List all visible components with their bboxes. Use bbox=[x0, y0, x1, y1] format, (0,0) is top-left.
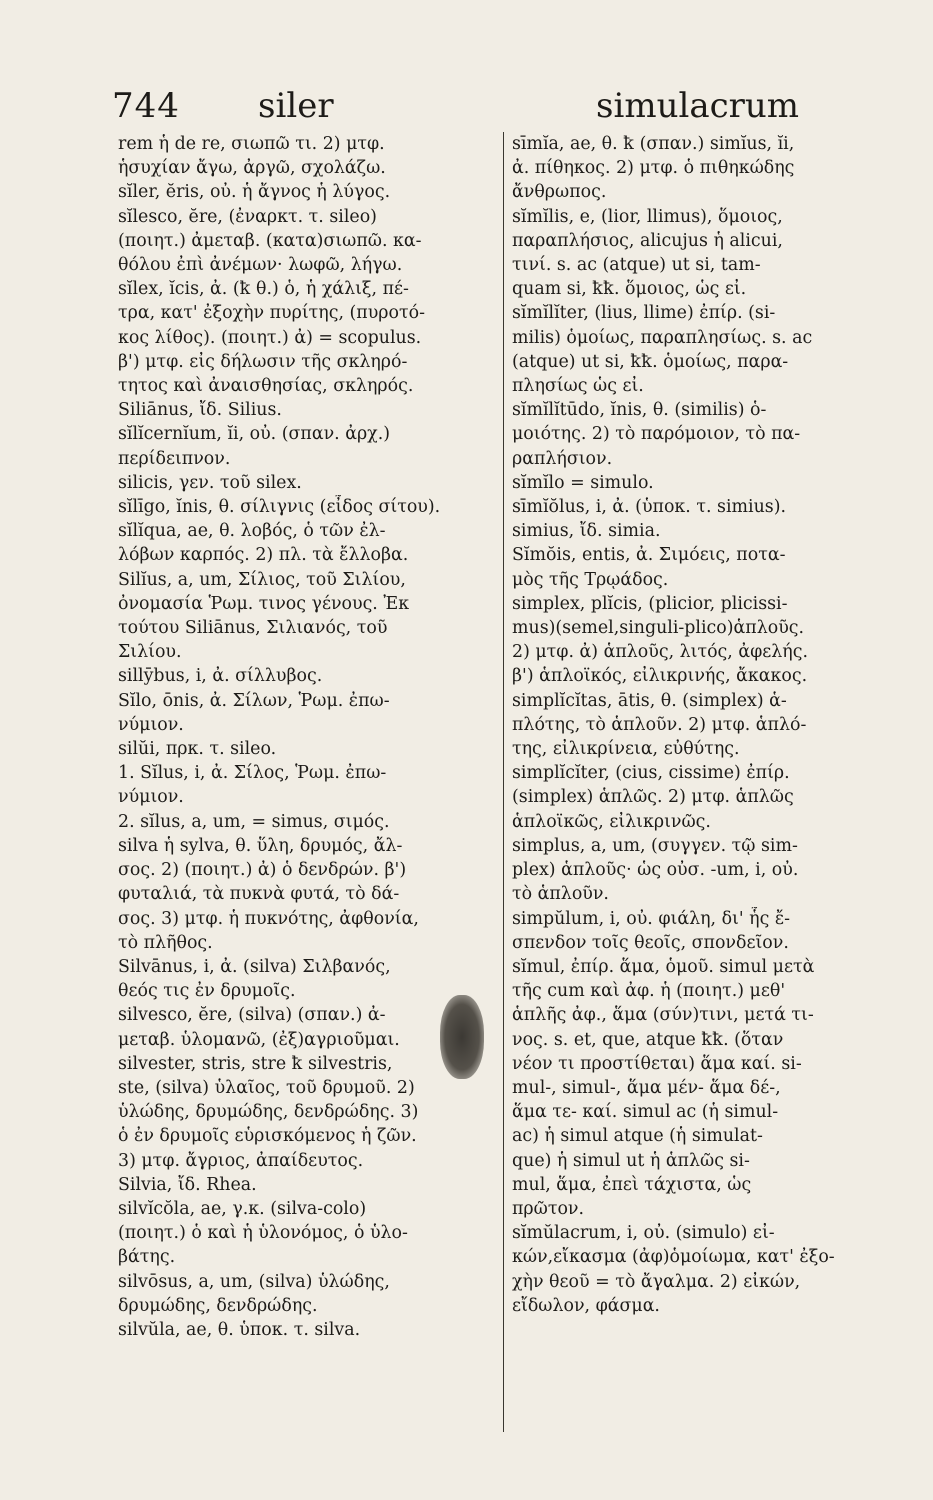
entry-line: silicis, γεν. τοῦ silex. bbox=[118, 472, 302, 493]
entry-line: mus)(semel,singuli-plico)ἁπλοῦς. bbox=[512, 618, 805, 639]
entry-line: κών,εἴκασμα (ἀφ)ὁμοίωμα, κατ' ἐξο- bbox=[512, 1247, 835, 1268]
left-column bbox=[118, 132, 500, 1342]
entry-line: sĭlĭcernĭum, ĭi, οὐ. (σπαν. ἀρχ.) bbox=[118, 424, 391, 445]
right-guide-word: simulacrum bbox=[596, 86, 800, 126]
entry-line: sĭmul, ἐπίρ. ἅμα, ὁμοῦ. simul μετὰ bbox=[512, 956, 815, 977]
entry-line: Silvia, ἴδ. Rhea. bbox=[118, 1174, 257, 1195]
entry-line: ἄνθρωπος. bbox=[512, 182, 607, 203]
entry-line: (ποιητ.) ὁ καὶ ἡ ὑλονόμος, ὁ ὑλο- bbox=[118, 1223, 408, 1244]
entry-line: silŭi, πρκ. τ. sileo. bbox=[118, 739, 277, 760]
ink-smudge bbox=[440, 995, 484, 1079]
entry-line: 3) μτφ. ἄγριος, ἀπαίδευτος. bbox=[118, 1150, 364, 1171]
entry-line: σος. 2) (ποιητ.) ἀ) ὁ δενδρών. β') bbox=[118, 860, 407, 881]
entry-line: ac) ἡ simul atque (ἡ simulat- bbox=[512, 1126, 763, 1147]
entry-line: ἀ. πίθηκος. 2) μτφ. ὁ πιθηκώδης bbox=[512, 158, 795, 179]
entry-line: sĭlĭqua, ae, θ. λοβός, ὁ τῶν ἐλ- bbox=[118, 521, 386, 542]
entry-line: sĭmĭlĭter, (lius, llime) ἐπίρ. (si- bbox=[512, 303, 776, 324]
entry-line: τὸ ἁπλοῦν. bbox=[512, 884, 609, 905]
page-header bbox=[0, 80, 933, 140]
entry-line: τούτου Siliānus, Σιλιανός, τοῦ bbox=[118, 618, 388, 639]
entry-line: σπενδον τοῖς θεοῖς, σπονδεῖον. bbox=[512, 932, 789, 953]
entry-line: πλότης, τὸ ἁπλοῦν. 2) μτφ. ἁπλό- bbox=[512, 714, 807, 735]
entry-line: sĭmĭlis, e, (lior, llimus), ὅμοιος, bbox=[512, 206, 783, 227]
entry-line: δρυμώδης, δενδρώδης. bbox=[118, 1295, 318, 1316]
entry-line: silva ἡ sylva, θ. ὕλη, δρυμός, ἄλ- bbox=[118, 835, 403, 856]
entry-line: sīmĭa, ae, θ. ꝁ (σπαν.) simĭus, ĭi, bbox=[512, 134, 795, 154]
entry-line: Sĭmŏis, entis, ἀ. Σιμόεις, ποτα- bbox=[512, 545, 786, 566]
entry-line: της, εἰλικρίνεια, εὐθύτης. bbox=[512, 739, 740, 760]
entry-line: silvŭla, ae, θ. ὑποκ. τ. silva. bbox=[118, 1319, 361, 1340]
entry-line: quam si, ꝁꝁ. ὅμοιος, ὡς εἰ. bbox=[512, 279, 747, 300]
entry-line: simplĭcĭter, (cius, cissime) ἐπίρ. bbox=[512, 763, 790, 784]
page-number: 744 bbox=[112, 86, 180, 126]
entry-line: τρα, κατ' ἐξοχὴν πυρίτης, (πυροτό- bbox=[118, 303, 425, 324]
entry-line: νύμιον. bbox=[118, 787, 184, 808]
entry-line: τὸ πλῆθος. bbox=[118, 932, 213, 953]
entry-line: rem ἡ de re, σιωπῶ τι. 2) μτφ. bbox=[118, 134, 385, 154]
entry-line: sĭlex, ĭcis, ἀ. (ꝁ θ.) ὁ, ἡ χάλιξ, πέ- bbox=[118, 279, 409, 300]
entry-line: Σιλίου. bbox=[118, 642, 182, 663]
entry-line: sĭmĭlĭtūdo, ĭnis, θ. (similis) ὁ- bbox=[512, 400, 767, 421]
entry-line: (atque) ut si, ꝁꝁ. ὁμοίως, παρα- bbox=[512, 351, 789, 372]
entry-line: ἁπλοϊκῶς, εἰλικρινῶς. bbox=[512, 811, 711, 832]
entry-line: silvōsus, a, um, (silva) ὑλώδης, bbox=[118, 1271, 390, 1292]
entry-line: ste, (silva) ὑλαῖος, τοῦ δρυμοῦ. 2) bbox=[118, 1077, 415, 1098]
entry-line: ὁ ἐν δρυμοῖς εὑρισκόμενος ἡ ζῶν. bbox=[118, 1126, 417, 1147]
entry-line: φυταλιά, τὰ πυκνὰ φυτά, τὸ δά- bbox=[118, 884, 400, 905]
entry-line: χὴν θεοῦ = τὸ ἄγαλμα. 2) εἰκών, bbox=[512, 1271, 801, 1292]
entry-line: ὀνομασία Ῥωμ. τινος γένους. Ἐκ bbox=[118, 593, 410, 614]
entry-line: λόβων καρπός. 2) πλ. τὰ ἔλλοβα. bbox=[118, 545, 409, 566]
entry-line: Silvānus, i, ἀ. (silva) Σιλβανός, bbox=[118, 956, 391, 977]
entry-line: 2. sĭlus, a, um, = simus, σιμός. bbox=[118, 811, 390, 832]
entry-line: νέον τι προστίθεται) ἅμα καί. si- bbox=[512, 1053, 802, 1074]
entry-line: sĭmĭlo = simulo. bbox=[512, 472, 654, 493]
entry-line: ραπλήσιον. bbox=[512, 448, 613, 469]
entry-line: θόλου ἐπὶ ἀνέμων· λωφῶ, λήγω. bbox=[118, 255, 403, 276]
entry-line: sīmĭŏlus, i, ἀ. (ὑποκ. τ. simius). bbox=[512, 497, 787, 518]
entry-line: plex) ἁπλοῦς· ὡς οὐσ. -um, i, οὐ. bbox=[512, 860, 799, 881]
entry-line: silvesco, ĕre, (silva) (σπαν.) ἀ- bbox=[118, 1005, 386, 1026]
entry-line: περίδειπνον. bbox=[118, 448, 231, 469]
entry-line: θεός τις ἐν δρυμοῖς. bbox=[118, 981, 296, 1002]
entry-line: (simplex) ἁπλῶς. 2) μτφ. ἁπλῶς bbox=[512, 787, 794, 808]
entry-line: μεταβ. ὑλομανῶ, (ἐξ)αγριοῦμαι. bbox=[118, 1029, 400, 1050]
entry-line: simplus, a, um, (συγγεν. τῷ sim- bbox=[512, 835, 798, 856]
right-column bbox=[512, 132, 904, 1318]
entry-line: β') μτφ. εἰς δήλωσιν τῆς σκληρό- bbox=[118, 351, 408, 372]
entry-line: νος. s. et, que, atque ꝁꝁ. (ὅταν bbox=[512, 1029, 784, 1050]
entry-line: mul, ἅμα, ἐπεὶ τάχιστα, ὡς bbox=[512, 1174, 752, 1195]
entry-line: σος. 3) μτφ. ἡ πυκνότης, ἀφθονία, bbox=[118, 908, 419, 929]
entry-line: πλησίως ὡς εἰ. bbox=[512, 376, 644, 397]
entry-line: ὑλώδης, δρυμώδης, δενδρώδης. 3) bbox=[118, 1102, 419, 1123]
entry-line: παραπλήσιος, alicujus ἡ alicui, bbox=[512, 230, 783, 251]
entry-line: εἴδωλον, φάσμα. bbox=[512, 1295, 660, 1316]
entry-line: sillȳbus, i, ἀ. σίλλυβος. bbox=[118, 666, 323, 687]
entry-line: ἅμα τε- καί. simul ac (ἡ simul- bbox=[512, 1102, 779, 1123]
entry-line: ἡσυχίαν ἄγω, ἀργῶ, σχολάζω. bbox=[118, 158, 386, 179]
entry-line: silvester, stris, stre ꝁ silvestris, bbox=[118, 1053, 393, 1074]
entry-line: sĭlesco, ĕre, (ἐναρκτ. τ. sileo) bbox=[118, 206, 377, 227]
entry-line: sĭmŭlacrum, i, οὐ. (simulo) εἰ- bbox=[512, 1223, 775, 1244]
entry-line: sĭler, ĕris, οὐ. ἡ ἄγνος ἡ λύγος. bbox=[118, 182, 391, 203]
entry-line: 1. Sĭlus, i, ἀ. Σίλος, Ῥωμ. ἐπω- bbox=[118, 763, 387, 784]
entry-line: Sĭlo, ōnis, ἀ. Σίλων, Ῥωμ. ἐπω- bbox=[118, 690, 390, 711]
entry-line: que) ἡ simul ut ἡ ἁπλῶς si- bbox=[512, 1150, 750, 1171]
entry-line: τητος καὶ ἀναισθησίας, σκληρός. bbox=[118, 376, 414, 397]
entry-line: mul-, simul-, ἅμα μέν- ἅμα δέ-, bbox=[512, 1077, 781, 1098]
entry-line: 2) μτφ. ἀ) ἁπλοῦς, λιτός, ἀφελής. bbox=[512, 642, 808, 663]
left-guide-word: siler bbox=[258, 86, 334, 126]
entry-line: silvĭcŏla, ae, γ.κ. (silva-colo) bbox=[118, 1198, 367, 1219]
entry-line: ἁπλῆς ἀφ., ἅμα (σύν)τινι, μετά τι- bbox=[512, 1005, 814, 1026]
entry-line: Siliānus, ἴδ. Silius. bbox=[118, 400, 282, 421]
entry-line: τῆς cum καὶ ἀφ. ἡ (ποιητ.) μεθ' bbox=[512, 981, 786, 1002]
entry-line: Silĭus, a, um, Σίλιος, τοῦ Σιλίου, bbox=[118, 569, 406, 590]
entry-line: μοιότης. 2) τὸ παρόμοιον, τὸ πα- bbox=[512, 424, 801, 445]
entry-line: νύμιον. bbox=[118, 714, 184, 735]
entry-line: τινί. s. ac (atque) ut si, tam- bbox=[512, 255, 761, 276]
entry-line: (ποιητ.) ἀμεταβ. (κατα)σιωπῶ. κα- bbox=[118, 230, 422, 251]
entry-line: βάτης. bbox=[118, 1247, 176, 1268]
entry-line: simius, ἴδ. simia. bbox=[512, 521, 661, 542]
entry-line: β') ἁπλοϊκός, εἰλικρινής, ἄκακος. bbox=[512, 666, 808, 687]
entry-line: κος λίθος). (ποιητ.) ἀ) = scopulus. bbox=[118, 327, 422, 348]
entry-line: μὸς τῆς Τρῳάδος. bbox=[512, 569, 669, 590]
column-divider bbox=[503, 132, 504, 1432]
entry-line: simplex, plĭcis, (plicior, plicissi- bbox=[512, 593, 788, 614]
entry-line: milis) ὁμοίως, παραπλησίως. s. ac bbox=[512, 327, 813, 348]
entry-line: simpŭlum, i, οὐ. φιάλη, δι' ἧς ἔ- bbox=[512, 908, 791, 929]
entry-line: simplĭcĭtas, ātis, θ. (simplex) ἁ- bbox=[512, 690, 787, 711]
entry-line: sĭlīgo, ĭnis, θ. σίλιγνις (εἶδος σίτου). bbox=[118, 497, 441, 518]
entry-line: πρῶτον. bbox=[512, 1198, 585, 1219]
